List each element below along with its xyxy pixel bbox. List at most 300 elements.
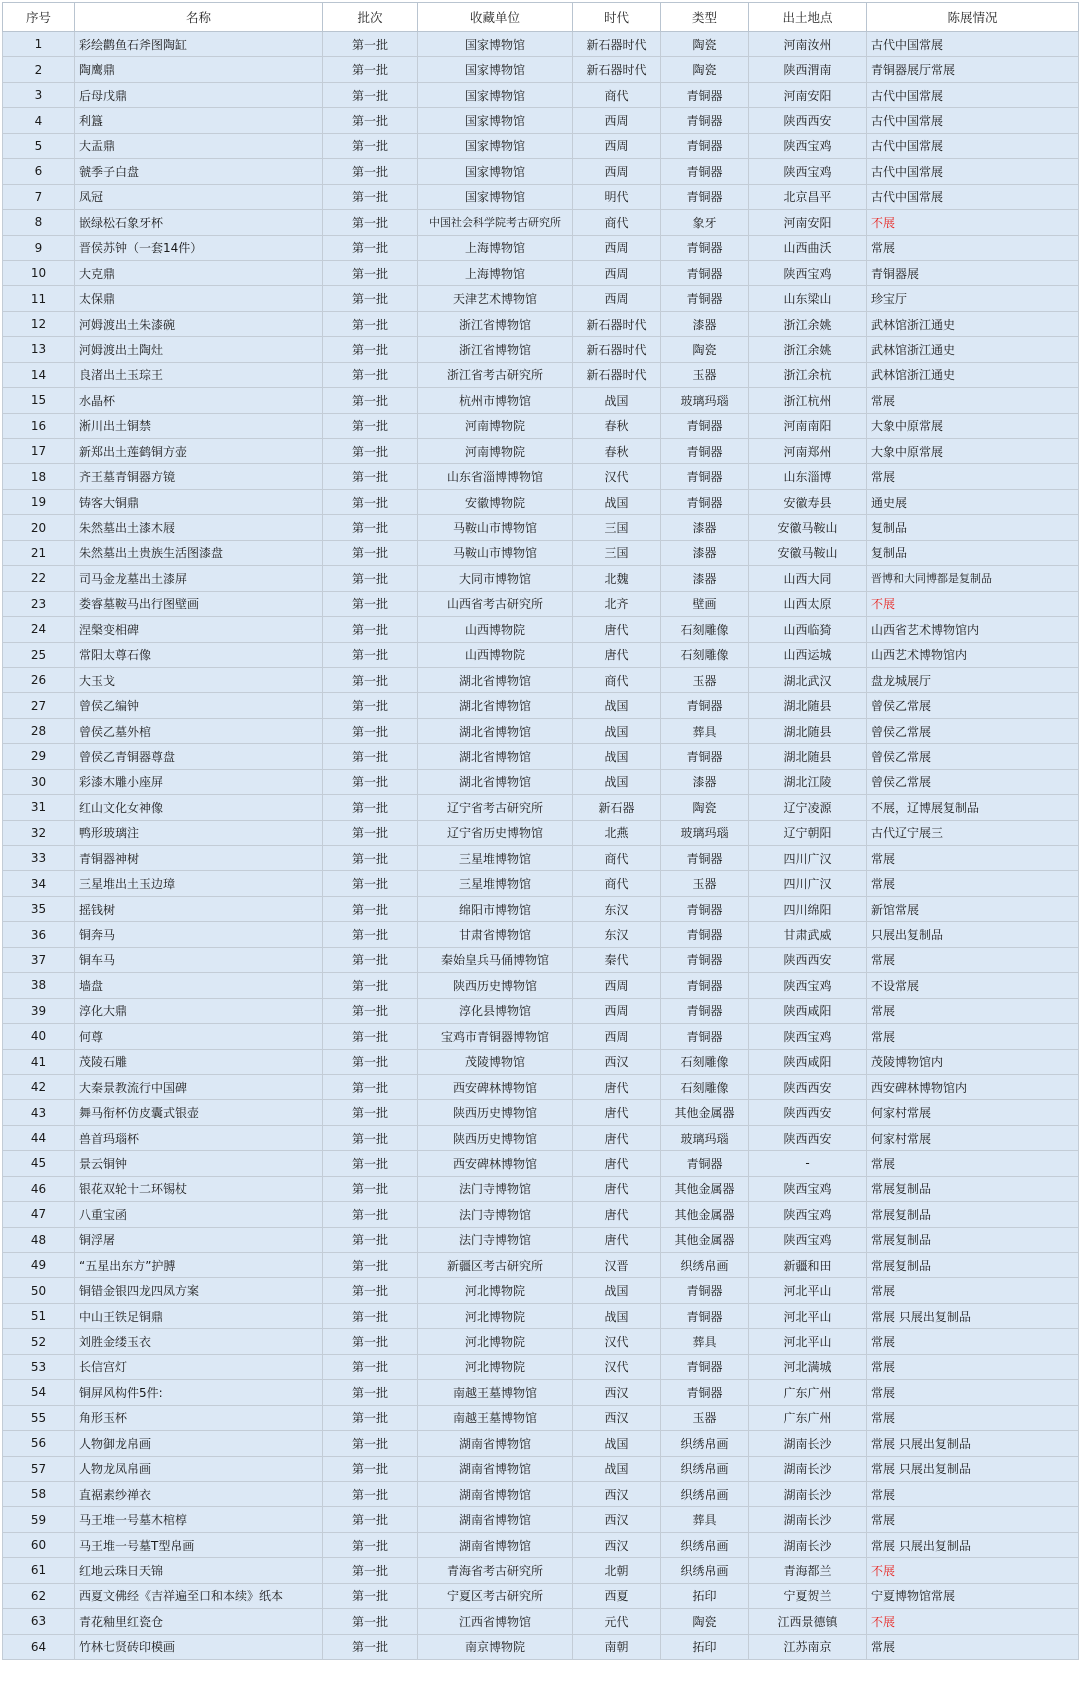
- cell-exhibition: 山西艺术博物馆内: [867, 642, 1079, 667]
- cell-index: 39: [3, 998, 75, 1023]
- cell-index: 37: [3, 947, 75, 972]
- cell-excavation: 浙江余杭: [749, 362, 867, 387]
- cell-batch: 第一批: [323, 744, 418, 769]
- cell-collection: 浙江省博物馆: [418, 311, 573, 336]
- cell-era: 元代: [573, 1609, 661, 1634]
- cell-index: 61: [3, 1558, 75, 1583]
- cell-exhibition: 曾侯乙常展: [867, 769, 1079, 794]
- cell-collection: 河北博物院: [418, 1303, 573, 1328]
- cell-type: 壁画: [661, 591, 749, 616]
- cell-name: 景云铜钟: [75, 1151, 323, 1176]
- cell-excavation: -: [749, 1151, 867, 1176]
- table-row: [3, 1125, 1079, 1150]
- cell-name: 人物御龙帛画: [75, 1431, 323, 1456]
- cell-exhibition: 常展: [867, 1278, 1079, 1303]
- table-row: [3, 1583, 1079, 1608]
- cell-type: 青铜器: [661, 896, 749, 921]
- table-row: [3, 1431, 1079, 1456]
- cell-era: 西周: [573, 108, 661, 133]
- cell-name: 娄睿墓鞍马出行图壁画: [75, 591, 323, 616]
- cell-name: 大克鼎: [75, 260, 323, 285]
- cell-era: 北朝: [573, 1558, 661, 1583]
- cell-excavation: 广东广州: [749, 1380, 867, 1405]
- cell-batch: 第一批: [323, 1100, 418, 1125]
- table-row: [3, 1456, 1079, 1481]
- table-row: [3, 617, 1079, 642]
- cell-index: 52: [3, 1329, 75, 1354]
- cell-collection: 国家博物馆: [418, 108, 573, 133]
- cell-name: 墙盘: [75, 973, 323, 998]
- cell-type: 青铜器: [661, 1354, 749, 1379]
- cell-type: 织绣帛画: [661, 1532, 749, 1557]
- table-row: [3, 362, 1079, 387]
- cell-batch: 第一批: [323, 973, 418, 998]
- cell-excavation: 安徽马鞍山: [749, 515, 867, 540]
- cell-index: 28: [3, 718, 75, 743]
- cell-index: 50: [3, 1278, 75, 1303]
- table-row: [3, 566, 1079, 591]
- cell-collection: 西安碑林博物馆: [418, 1074, 573, 1099]
- table-row: [3, 693, 1079, 718]
- cell-era: 春秋: [573, 413, 661, 438]
- cell-era: 南朝: [573, 1634, 661, 1659]
- cell-era: 唐代: [573, 1151, 661, 1176]
- cell-excavation: 山西太原: [749, 591, 867, 616]
- cell-exhibition: 常展: [867, 1634, 1079, 1659]
- cell-name: 涅槃变相碑: [75, 617, 323, 642]
- cell-name: 陶鹰鼎: [75, 57, 323, 82]
- cell-index: 17: [3, 439, 75, 464]
- cell-type: 织绣帛画: [661, 1456, 749, 1481]
- cell-type: 青铜器: [661, 744, 749, 769]
- table-row: [3, 1074, 1079, 1099]
- cell-index: 30: [3, 769, 75, 794]
- col-header-excavation: 出土地点: [749, 3, 867, 32]
- cell-index: 42: [3, 1074, 75, 1099]
- cell-excavation: 河南安阳: [749, 210, 867, 235]
- cell-batch: 第一批: [323, 1176, 418, 1201]
- cell-excavation: 河南汝州: [749, 32, 867, 57]
- cell-excavation: 湖南长沙: [749, 1532, 867, 1557]
- cell-excavation: 湖北江陵: [749, 769, 867, 794]
- cell-excavation: 辽宁朝阳: [749, 820, 867, 845]
- cell-era: 三国: [573, 540, 661, 565]
- cell-name: 摇钱树: [75, 896, 323, 921]
- cell-index: 62: [3, 1583, 75, 1608]
- cell-excavation: 河北平山: [749, 1329, 867, 1354]
- cell-name: 红地云珠日天锦: [75, 1558, 323, 1583]
- cell-collection: 山西省考古研究所: [418, 591, 573, 616]
- cell-era: 唐代: [573, 617, 661, 642]
- cell-name: 水晶杯: [75, 388, 323, 413]
- table-row: [3, 159, 1079, 184]
- table-row: [3, 871, 1079, 896]
- cell-excavation: 陕西西安: [749, 1074, 867, 1099]
- table-row: [3, 1354, 1079, 1379]
- cell-excavation: 陕西西安: [749, 108, 867, 133]
- cell-batch: 第一批: [323, 464, 418, 489]
- cell-type: 漆器: [661, 311, 749, 336]
- col-header-type: 类型: [661, 3, 749, 32]
- cell-excavation: 山东梁山: [749, 286, 867, 311]
- cell-exhibition: 不设常展: [867, 973, 1079, 998]
- col-header-era: 时代: [573, 3, 661, 32]
- table-row: [3, 1303, 1079, 1328]
- cell-exhibition: 常展: [867, 388, 1079, 413]
- cell-excavation: 安徽马鞍山: [749, 540, 867, 565]
- cell-exhibition: 不展: [867, 210, 1079, 235]
- cell-type: 青铜器: [661, 286, 749, 311]
- cell-name: 角形玉杯: [75, 1405, 323, 1430]
- table-row: [3, 1380, 1079, 1405]
- cell-collection: 天津艺术博物馆: [418, 286, 573, 311]
- cell-exhibition: 常展: [867, 235, 1079, 260]
- cell-index: 29: [3, 744, 75, 769]
- cell-index: 3: [3, 82, 75, 107]
- cell-collection: 辽宁省历史博物馆: [418, 820, 573, 845]
- cell-batch: 第一批: [323, 947, 418, 972]
- cell-exhibition: 常展: [867, 1024, 1079, 1049]
- cell-type: 漆器: [661, 515, 749, 540]
- cell-era: 新石器时代: [573, 362, 661, 387]
- cell-index: 11: [3, 286, 75, 311]
- cell-batch: 第一批: [323, 922, 418, 947]
- cell-exhibition: 珍宝厅: [867, 286, 1079, 311]
- cell-batch: 第一批: [323, 184, 418, 209]
- cell-index: 47: [3, 1202, 75, 1227]
- cell-exhibition: 古代中国常展: [867, 159, 1079, 184]
- cell-index: 7: [3, 184, 75, 209]
- cell-index: 24: [3, 617, 75, 642]
- cell-index: 10: [3, 260, 75, 285]
- cell-exhibition: 常展复制品: [867, 1227, 1079, 1252]
- cell-batch: 第一批: [323, 337, 418, 362]
- header-row: [3, 3, 1079, 32]
- table-row: [3, 973, 1079, 998]
- cell-era: 战国: [573, 1303, 661, 1328]
- cell-name: 司马金龙墓出土漆屏: [75, 566, 323, 591]
- cell-era: 唐代: [573, 1074, 661, 1099]
- cell-index: 35: [3, 896, 75, 921]
- cell-excavation: 陕西宝鸡: [749, 1227, 867, 1252]
- cell-name: 朱然墓出土漆木屐: [75, 515, 323, 540]
- cell-excavation: 陕西渭南: [749, 57, 867, 82]
- table-row: [3, 1481, 1079, 1506]
- cell-type: 青铜器: [661, 947, 749, 972]
- cell-batch: 第一批: [323, 1380, 418, 1405]
- cell-excavation: 宁夏贺兰: [749, 1583, 867, 1608]
- cell-collection: 国家博物馆: [418, 32, 573, 57]
- cell-index: 56: [3, 1431, 75, 1456]
- col-header-index: 序号: [3, 3, 75, 32]
- cell-era: 战国: [573, 388, 661, 413]
- table-row: [3, 235, 1079, 260]
- table-row: [3, 286, 1079, 311]
- cell-type: 陶瓷: [661, 795, 749, 820]
- cell-index: 34: [3, 871, 75, 896]
- cell-batch: 第一批: [323, 718, 418, 743]
- table-row: [3, 1253, 1079, 1278]
- cell-index: 32: [3, 820, 75, 845]
- cell-era: 战国: [573, 1456, 661, 1481]
- cell-batch: 第一批: [323, 693, 418, 718]
- cell-batch: 第一批: [323, 540, 418, 565]
- cell-name: 铸客大铜鼎: [75, 489, 323, 514]
- cell-batch: 第一批: [323, 1202, 418, 1227]
- cell-name: 常阳太尊石像: [75, 642, 323, 667]
- cell-exhibition: 古代中国常展: [867, 32, 1079, 57]
- cell-era: 唐代: [573, 1176, 661, 1201]
- cell-exhibition: 只展出复制品: [867, 922, 1079, 947]
- cell-excavation: 陕西西安: [749, 947, 867, 972]
- cell-collection: 湖北省博物馆: [418, 718, 573, 743]
- cell-era: 汉晋: [573, 1253, 661, 1278]
- cell-excavation: 河北平山: [749, 1278, 867, 1303]
- cell-type: 青铜器: [661, 235, 749, 260]
- cell-batch: 第一批: [323, 1024, 418, 1049]
- cell-batch: 第一批: [323, 1405, 418, 1430]
- cell-collection: 浙江省博物馆: [418, 337, 573, 362]
- cell-batch: 第一批: [323, 1303, 418, 1328]
- cell-batch: 第一批: [323, 566, 418, 591]
- cell-batch: 第一批: [323, 32, 418, 57]
- cell-type: 拓印: [661, 1583, 749, 1608]
- cell-type: 陶瓷: [661, 1609, 749, 1634]
- cell-type: 葬具: [661, 1329, 749, 1354]
- cell-exhibition: 不展: [867, 1609, 1079, 1634]
- cell-index: 9: [3, 235, 75, 260]
- cell-exhibition: 古代中国常展: [867, 108, 1079, 133]
- cell-era: 西周: [573, 159, 661, 184]
- cell-batch: 第一批: [323, 1227, 418, 1252]
- cell-exhibition: 常展 只展出复制品: [867, 1431, 1079, 1456]
- cell-name: 铜屏风构件5件:: [75, 1380, 323, 1405]
- cell-collection: 安徽博物院: [418, 489, 573, 514]
- relics-table: [2, 2, 1079, 1660]
- cell-excavation: 陕西宝鸡: [749, 1202, 867, 1227]
- cell-collection: 法门寺博物馆: [418, 1227, 573, 1252]
- table-row: [3, 388, 1079, 413]
- table-row: [3, 998, 1079, 1023]
- cell-exhibition: 盘龙城展厅: [867, 667, 1079, 692]
- cell-collection: 河北博物院: [418, 1329, 573, 1354]
- cell-era: 西汉: [573, 1405, 661, 1430]
- table-row: [3, 846, 1079, 871]
- table-row: [3, 820, 1079, 845]
- cell-type: 漆器: [661, 769, 749, 794]
- cell-era: 新石器时代: [573, 337, 661, 362]
- cell-type: 玻璃玛瑙: [661, 1125, 749, 1150]
- cell-excavation: 四川广汉: [749, 846, 867, 871]
- cell-batch: 第一批: [323, 1125, 418, 1150]
- cell-excavation: 辽宁凌源: [749, 795, 867, 820]
- cell-index: 22: [3, 566, 75, 591]
- cell-batch: 第一批: [323, 617, 418, 642]
- cell-excavation: 江苏南京: [749, 1634, 867, 1659]
- cell-era: 春秋: [573, 439, 661, 464]
- table-row: [3, 1151, 1079, 1176]
- cell-era: 西汉: [573, 1049, 661, 1074]
- cell-name: 铜浮屠: [75, 1227, 323, 1252]
- cell-index: 45: [3, 1151, 75, 1176]
- cell-era: 西汉: [573, 1380, 661, 1405]
- cell-name: 河姆渡出土陶灶: [75, 337, 323, 362]
- table-row: [3, 1507, 1079, 1532]
- cell-name: 淅川出土铜禁: [75, 413, 323, 438]
- cell-exhibition: 何家村常展: [867, 1125, 1079, 1150]
- cell-collection: 辽宁省考古研究所: [418, 795, 573, 820]
- cell-type: 青铜器: [661, 82, 749, 107]
- cell-excavation: 河北满城: [749, 1354, 867, 1379]
- col-header-name: 名称: [75, 3, 323, 32]
- cell-era: 战国: [573, 489, 661, 514]
- cell-era: 唐代: [573, 1125, 661, 1150]
- cell-index: 58: [3, 1481, 75, 1506]
- cell-era: 西周: [573, 973, 661, 998]
- cell-index: 15: [3, 388, 75, 413]
- cell-collection: 陕西历史博物馆: [418, 1125, 573, 1150]
- cell-type: 象牙: [661, 210, 749, 235]
- cell-collection: 秦始皇兵马俑博物馆: [418, 947, 573, 972]
- cell-type: 青铜器: [661, 973, 749, 998]
- cell-batch: 第一批: [323, 1278, 418, 1303]
- cell-batch: 第一批: [323, 260, 418, 285]
- table-row: [3, 1024, 1079, 1049]
- cell-type: 青铜器: [661, 413, 749, 438]
- cell-index: 12: [3, 311, 75, 336]
- table-row: [3, 184, 1079, 209]
- cell-type: 织绣帛画: [661, 1253, 749, 1278]
- cell-index: 63: [3, 1609, 75, 1634]
- cell-index: 2: [3, 57, 75, 82]
- cell-index: 19: [3, 489, 75, 514]
- cell-exhibition: 复制品: [867, 540, 1079, 565]
- cell-collection: 湖北省博物馆: [418, 744, 573, 769]
- cell-excavation: 山西运城: [749, 642, 867, 667]
- cell-type: 青铜器: [661, 184, 749, 209]
- cell-type: 其他金属器: [661, 1202, 749, 1227]
- cell-type: 织绣帛画: [661, 1558, 749, 1583]
- cell-name: 直裾素纱禅衣: [75, 1481, 323, 1506]
- cell-exhibition: 常展: [867, 1380, 1079, 1405]
- cell-collection: 三星堆博物馆: [418, 846, 573, 871]
- cell-collection: 浙江省考古研究所: [418, 362, 573, 387]
- col-header-exhibition: 陈展情况: [867, 3, 1079, 32]
- cell-exhibition: 通史展: [867, 489, 1079, 514]
- cell-exhibition: 山西省艺术博物馆内: [867, 617, 1079, 642]
- cell-era: 战国: [573, 1431, 661, 1456]
- cell-exhibition: 常展: [867, 1329, 1079, 1354]
- cell-era: 西周: [573, 1024, 661, 1049]
- cell-index: 18: [3, 464, 75, 489]
- cell-excavation: 陕西西安: [749, 1100, 867, 1125]
- cell-excavation: 河北平山: [749, 1303, 867, 1328]
- cell-era: 商代: [573, 871, 661, 896]
- table-row: [3, 922, 1079, 947]
- cell-type: 石刻雕像: [661, 1049, 749, 1074]
- cell-exhibition: 武林馆浙江通史: [867, 362, 1079, 387]
- cell-index: 49: [3, 1253, 75, 1278]
- cell-collection: 湖北省博物馆: [418, 769, 573, 794]
- cell-type: 葬具: [661, 1507, 749, 1532]
- cell-type: 石刻雕像: [661, 617, 749, 642]
- cell-excavation: 陕西宝鸡: [749, 1024, 867, 1049]
- cell-type: 石刻雕像: [661, 1074, 749, 1099]
- cell-exhibition: 常展: [867, 846, 1079, 871]
- cell-batch: 第一批: [323, 667, 418, 692]
- cell-name: 何尊: [75, 1024, 323, 1049]
- cell-excavation: 陕西宝鸡: [749, 973, 867, 998]
- cell-excavation: 山东淄博: [749, 464, 867, 489]
- cell-era: 东汉: [573, 922, 661, 947]
- cell-collection: 湖南省博物馆: [418, 1431, 573, 1456]
- cell-batch: 第一批: [323, 439, 418, 464]
- cell-name: 新郑出土莲鹤铜方壶: [75, 439, 323, 464]
- cell-batch: 第一批: [323, 489, 418, 514]
- cell-index: 25: [3, 642, 75, 667]
- cell-type: 青铜器: [661, 922, 749, 947]
- cell-name: 大秦景教流行中国碑: [75, 1074, 323, 1099]
- cell-collection: 淳化县博物馆: [418, 998, 573, 1023]
- cell-name: 淳化大鼎: [75, 998, 323, 1023]
- table-row: [3, 795, 1079, 820]
- cell-collection: 河北博物院: [418, 1354, 573, 1379]
- cell-name: 后母戊鼎: [75, 82, 323, 107]
- cell-excavation: 山西大同: [749, 566, 867, 591]
- cell-exhibition: 复制品: [867, 515, 1079, 540]
- cell-excavation: 湖南长沙: [749, 1456, 867, 1481]
- cell-index: 51: [3, 1303, 75, 1328]
- cell-collection: 上海博物馆: [418, 260, 573, 285]
- cell-type: 青铜器: [661, 1380, 749, 1405]
- cell-type: 青铜器: [661, 133, 749, 158]
- cell-type: 陶瓷: [661, 337, 749, 362]
- cell-batch: 第一批: [323, 1253, 418, 1278]
- cell-era: 西周: [573, 235, 661, 260]
- cell-name: 嵌绿松石象牙杯: [75, 210, 323, 235]
- cell-type: 青铜器: [661, 1151, 749, 1176]
- cell-exhibition: 常展: [867, 1151, 1079, 1176]
- cell-era: 西周: [573, 998, 661, 1023]
- cell-excavation: 浙江余姚: [749, 337, 867, 362]
- cell-batch: 第一批: [323, 769, 418, 794]
- cell-collection: 湖南省博物馆: [418, 1481, 573, 1506]
- cell-exhibition: 青铜器展厅常展: [867, 57, 1079, 82]
- table-row: [3, 642, 1079, 667]
- cell-collection: 江西省博物馆: [418, 1609, 573, 1634]
- cell-excavation: 青海都兰: [749, 1558, 867, 1583]
- cell-type: 青铜器: [661, 693, 749, 718]
- cell-name: 长信宫灯: [75, 1354, 323, 1379]
- cell-exhibition: 古代中国常展: [867, 184, 1079, 209]
- cell-type: 青铜器: [661, 159, 749, 184]
- cell-era: 北燕: [573, 820, 661, 845]
- cell-collection: 宝鸡市青铜器博物馆: [418, 1024, 573, 1049]
- cell-excavation: 湖北随县: [749, 718, 867, 743]
- cell-batch: 第一批: [323, 388, 418, 413]
- cell-name: 太保鼎: [75, 286, 323, 311]
- cell-excavation: 河南南阳: [749, 413, 867, 438]
- cell-collection: 三星堆博物馆: [418, 871, 573, 896]
- cell-era: 唐代: [573, 1227, 661, 1252]
- cell-era: 西周: [573, 133, 661, 158]
- cell-batch: 第一批: [323, 1507, 418, 1532]
- cell-batch: 第一批: [323, 515, 418, 540]
- cell-index: 43: [3, 1100, 75, 1125]
- cell-exhibition: 常展: [867, 1481, 1079, 1506]
- cell-name: 银花双轮十二环锡杖: [75, 1176, 323, 1201]
- cell-name: 良渚出土玉琮王: [75, 362, 323, 387]
